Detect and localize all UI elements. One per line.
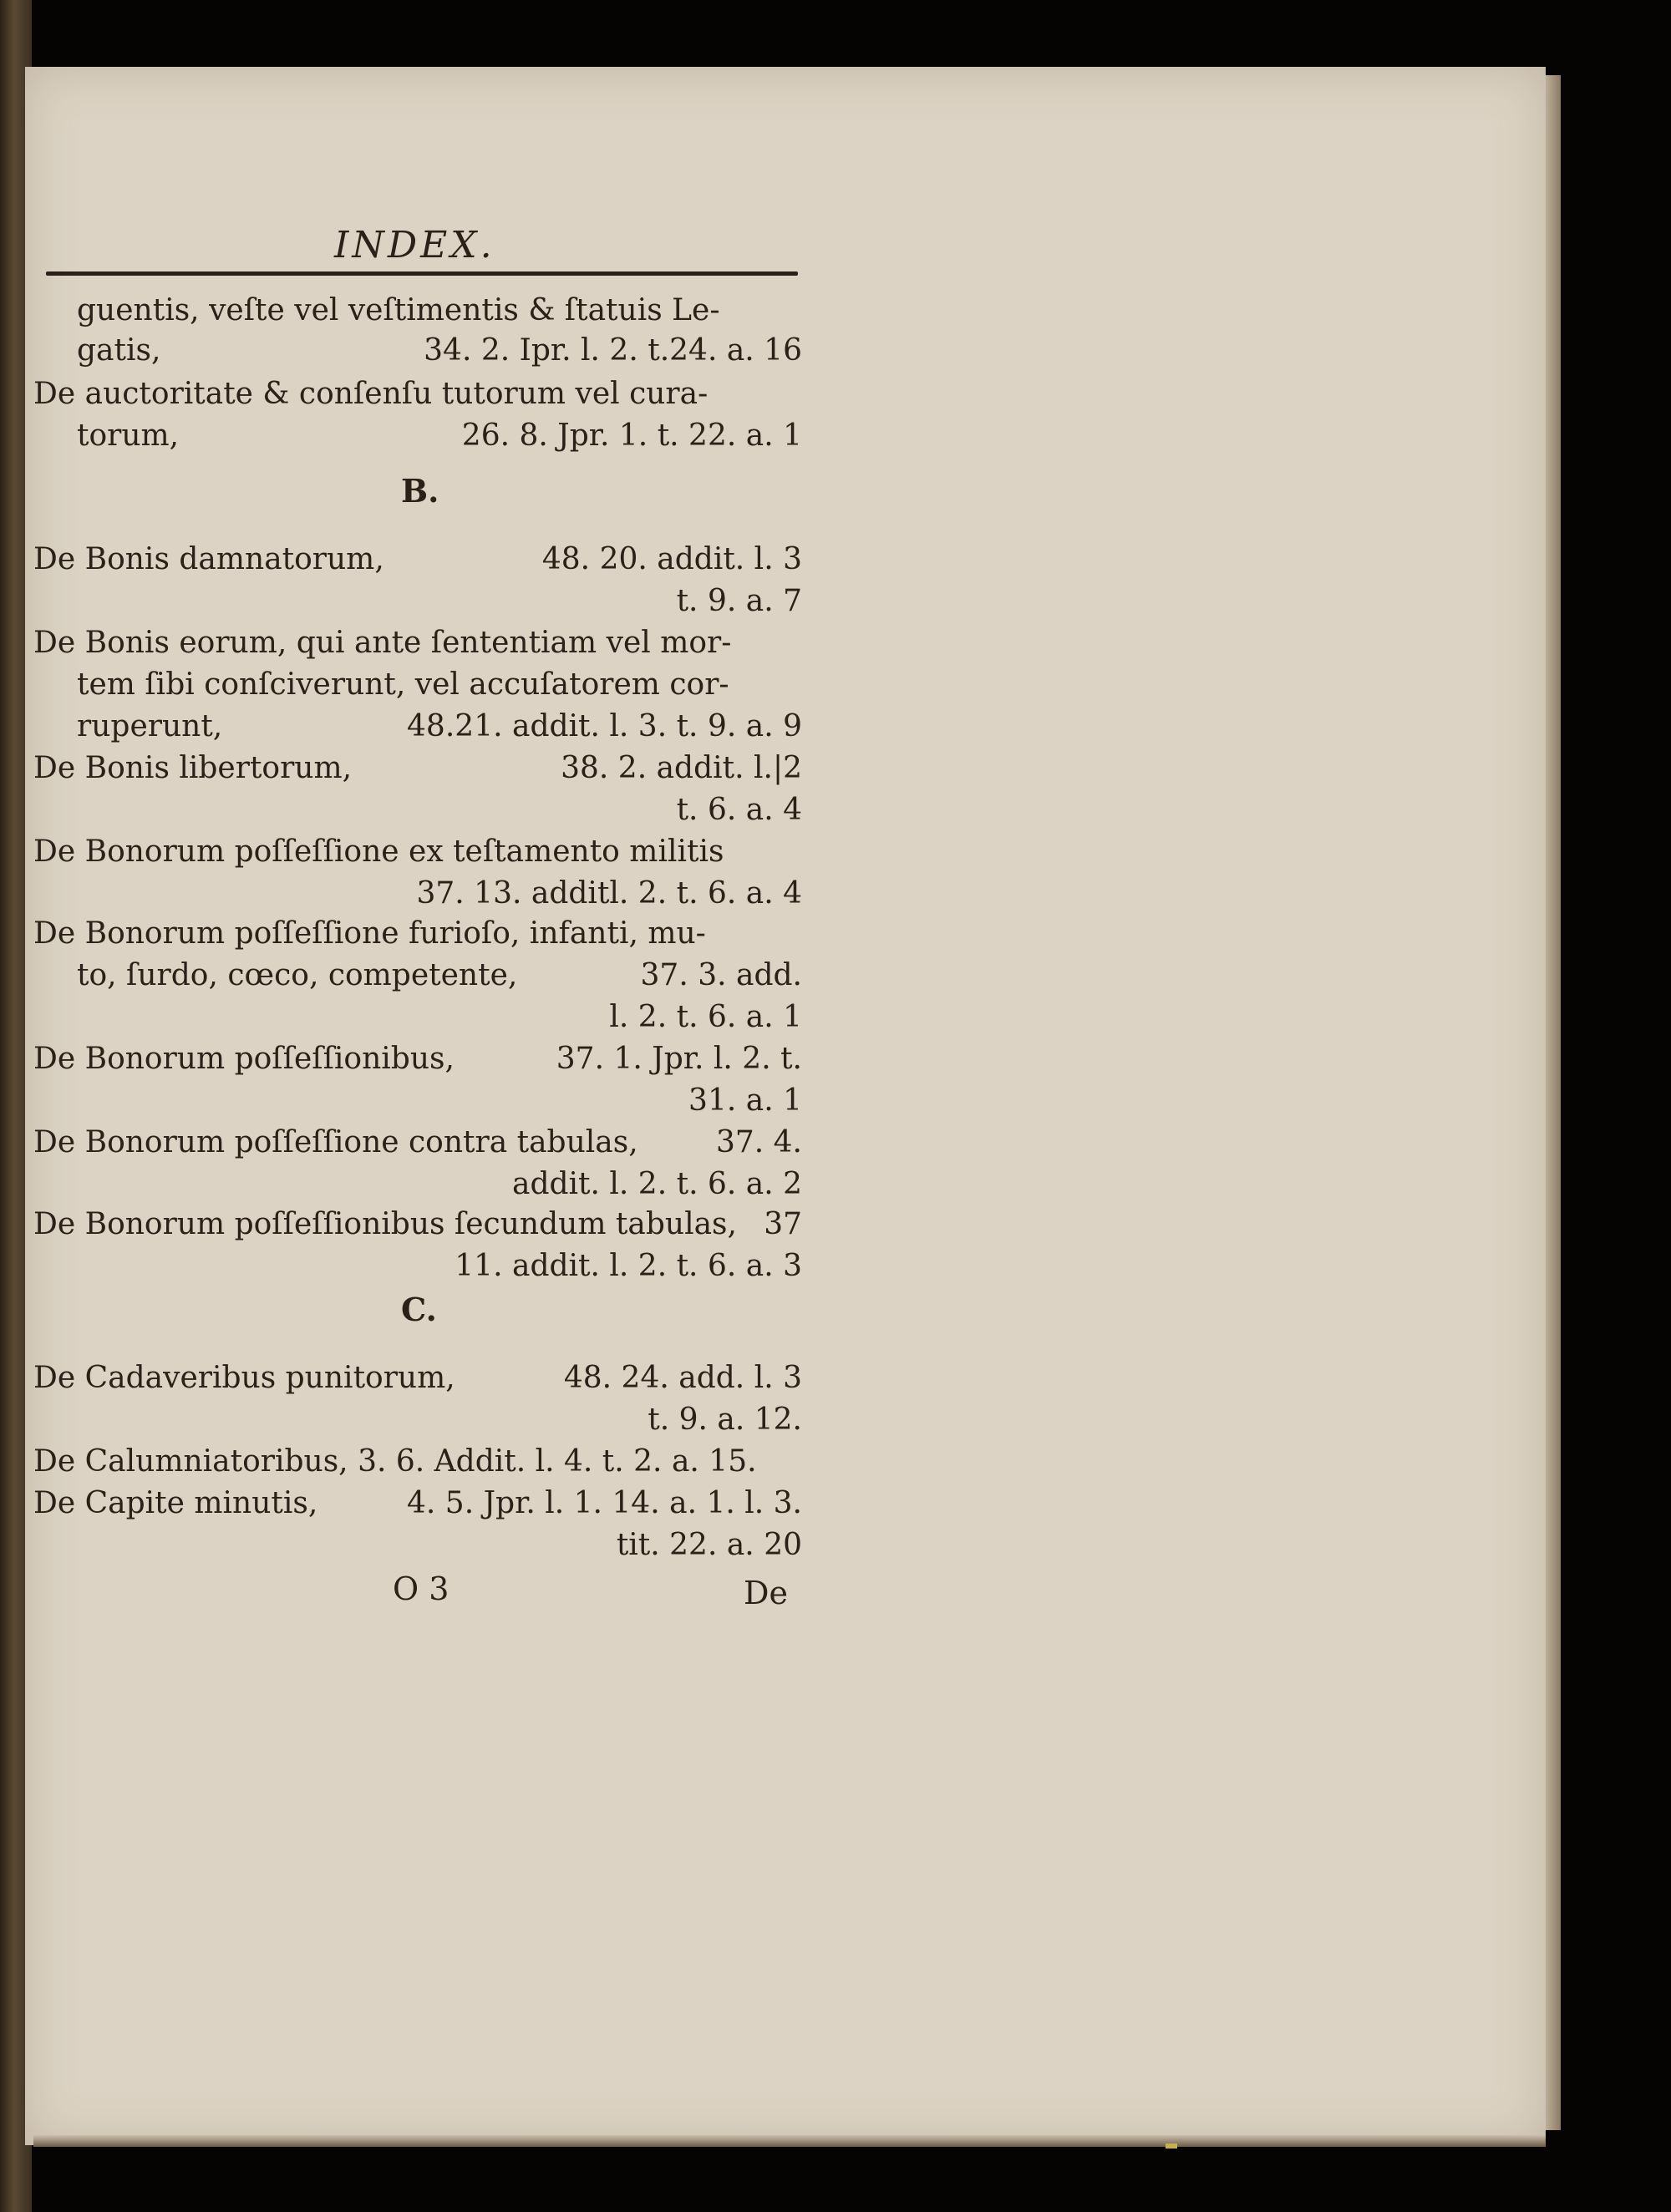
entry-line: to, ſurdo, cœco, competente,	[77, 958, 518, 992]
entry-line: De Bonorum poſſeſſione ex teſtamento militis	[33, 835, 724, 869]
entry-ref: t. 6. a. 4	[676, 793, 802, 827]
entry-ref: 34. 2. Ipr. l. 2. t.24. a. 16	[424, 333, 802, 368]
entry-line: De Bonorum poſſeſſione furioſo, infanti, mu-	[33, 916, 706, 951]
catchword: De	[744, 1575, 788, 1611]
entry-line: De auctoritate & conſenſu tutorum vel cura-	[33, 377, 709, 411]
entry-ref: tit. 22. a. 20	[616, 1528, 802, 1562]
entry-ref: t. 9. a. 7	[676, 584, 802, 618]
entry-line: De Cadaveribus punitorum,	[33, 1361, 455, 1395]
entry-ref: 37. 4.	[715, 1125, 802, 1159]
entry-line: De Bonis eorum, qui ante ſententiam vel mor-	[33, 626, 732, 660]
entry-ref: addit. l. 2. t. 6. a. 2	[511, 1167, 802, 1201]
entry-line: De Bonorum poſſeſſionibus,	[33, 1042, 455, 1076]
entry-line: De Calumniatoribus, 3. 6. Addit. l. 4. t. 2. a. 15.	[33, 1444, 757, 1479]
page-bottom-edge	[33, 2135, 1546, 2147]
ribbon-speck	[1166, 2144, 1177, 2149]
entry-ref: 37. 13. additl. 2. t. 6. a. 4	[416, 876, 802, 911]
entry-line: De Bonis libertorum,	[33, 751, 353, 785]
header-rule	[46, 271, 798, 276]
entry-line: gatis,	[77, 333, 161, 368]
section-letter-c: C.	[401, 1291, 437, 1328]
entry-ref: t. 9. a. 12.	[648, 1403, 802, 1437]
entry-line: De Capite minutis,	[33, 1486, 318, 1520]
entry-line: torum,	[77, 419, 180, 453]
entry-ref: 11. addit. l. 2. t. 6. a. 3	[455, 1249, 802, 1283]
entry-line: De Bonorum poſſeſſione contra tabulas,	[33, 1125, 638, 1159]
entry-ref: 48. 20. addit. l. 3	[541, 542, 802, 576]
entry-line: ruperunt,	[77, 709, 223, 743]
entry-line: tem ſibi conſciverunt, vel accuſatorem cor-	[77, 667, 729, 702]
entry-ref: 37	[764, 1207, 802, 1241]
entry-line: guentis, veſte vel veſtimentis & ſtatuis Le-	[77, 293, 720, 327]
entry-ref: 38. 2. addit. l.|2	[561, 751, 802, 785]
page-title: INDEX.	[334, 224, 495, 266]
entry-ref: 37. 1. Jpr. l. 2. t.	[556, 1042, 802, 1076]
entry-line: De Bonis damnatorum,	[33, 542, 384, 576]
page-edge	[1546, 75, 1561, 2130]
entry-ref: 48.21. addit. l. 3. t. 9. a. 9	[407, 709, 802, 743]
entry-ref: 48. 24. add. l. 3	[563, 1361, 802, 1395]
entry-ref: 26. 8. Jpr. 1. t. 22. a. 1	[461, 419, 802, 453]
entry-ref: 4. 5. Jpr. l. 1. 14. a. 1. l. 3.	[407, 1486, 802, 1520]
entry-line: De Bonorum poſſeſſionibus ſecundum tabulas,	[33, 1207, 737, 1241]
entry-ref: 31. a. 1	[688, 1083, 802, 1118]
entry-ref: l. 2. t. 6. a. 1	[609, 1000, 802, 1034]
section-letter-b: B.	[401, 472, 439, 510]
signature-mark: O 3	[393, 1570, 449, 1607]
entry-ref: 37. 3. add.	[640, 958, 802, 992]
